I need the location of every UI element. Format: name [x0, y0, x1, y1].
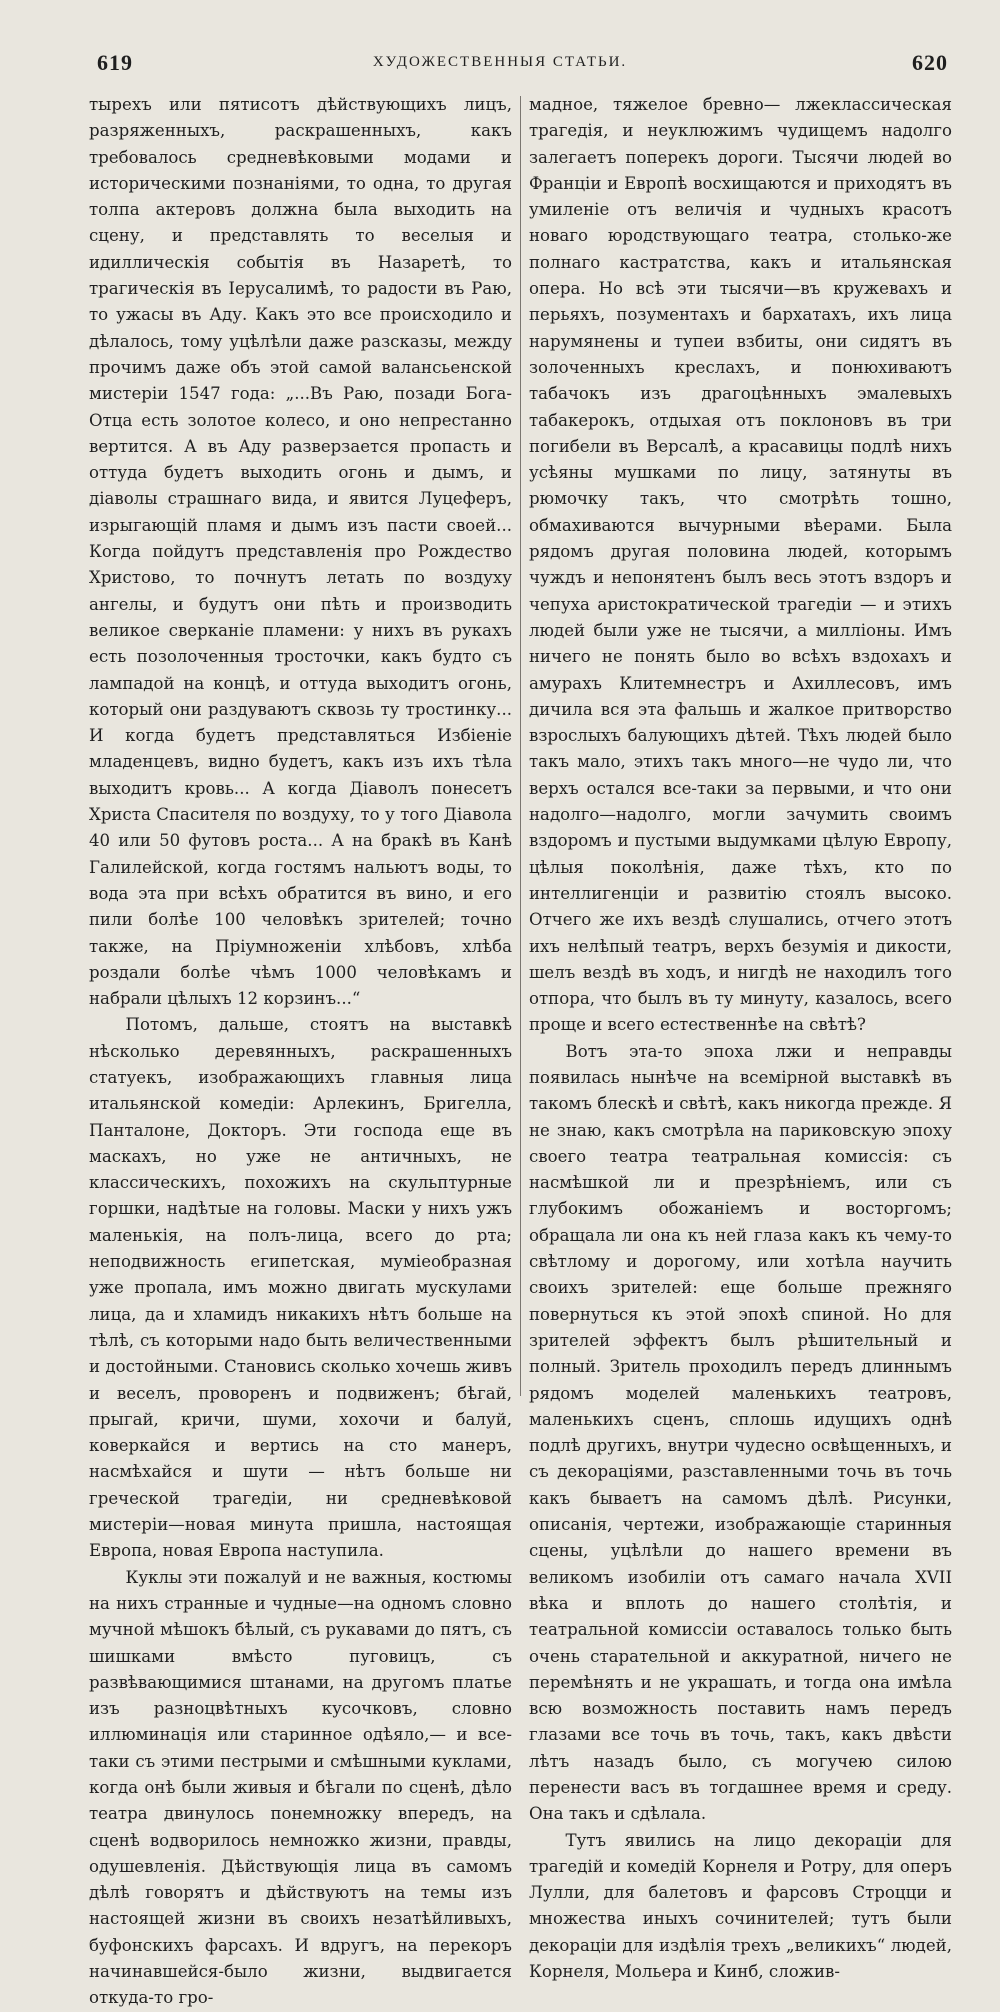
paragraph: Тутъ явились на лицо декораціи для трагедій и комедій Корнеля и Ротру, для оперъ Лулли, для балетовъ и фарсовъ Строцци и множества иныхъ сочинителей; тутъ были декораціи для издѣлія трехъ „великихъ“ людей, Корнеля, Мольера и Кинб, сложив-	[529, 1830, 952, 1982]
page-number-right: 620	[912, 50, 948, 75]
column-divider	[520, 96, 521, 1396]
paragraph: тырехъ или пятисотъ дѣйствующихъ лицъ, разряженныхъ, раскрашенныхъ, какъ требовалось средневѣковыми модами и историческими познаніями, то одна, то другая толпа актеровъ должна была выходить на сцену, и представлять то веселыя и идиллическія событія въ Назаретѣ, то трагическія въ Іерусалимѣ, то радости въ Раю, то ужасы въ Аду. Какъ это все происходило и дѣлалось, тому уцѣлѣли даже разсказы, между прочимъ даже объ этой самой валансьенской мистеріи 1547 года: „...Въ Раю, позади Бога-Отца есть золотое колесо, и оно непрестанно вертится. А въ Аду разверзается пропасть и оттуда будетъ выходить огонь и дымъ, и діаволы страшнаго вида, и явится Луцеферъ, изрыгающій пламя и дымъ изъ пасти своей... Когда пойдутъ представленія про Рождество Христово, то почнутъ летать по воздуху ангелы, и будутъ они пѣть и производить великое сверканіе пламени: у нихъ въ рукахъ есть позолоченныя тросточки, какъ будто съ лампадой на концѣ, и оттуда выходитъ огонь, который они раздуваютъ сквозь ту тростинку... И когда будетъ представляться Избіеніе младенцевъ, видно будетъ, какъ изъ ихъ тѣла выходитъ кровь... А когда Діаволъ понесетъ Христа Спасителя по воздуху, то у того Діавола 40 или 50 футовъ роста... А на бракѣ въ Канѣ Галилейской, когда гостямъ нальютъ воды, то вода эта при всѣхъ обратится въ вино, и его пили болѣе 100 человѣкъ зрителей; точно также, на Пріумноженіи хлѣбовъ, хлѣба роздали болѣе чѣмъ 1000 человѣкамъ и набрали цѣлыхъ 12 корзинъ...“	[89, 95, 512, 1009]
paragraph: мадное, тяжелое бревно— лжеклассическая трагедія, и неуклюжимъ чудищемъ надолго залегаетъ поперекъ дороги. Тысячи людей во Франціи и Европѣ восхищаются и приходятъ въ умиленіе отъ величія и чудныхъ красотъ новаго юродствующаго театра, столько-же полнаго кастратства, какъ и итальянская опера. Но всѣ эти тысячи—въ кружевахъ и перьяхъ, позументахъ и бархатахъ, ихъ лица нарумянены и тупеи взбиты, они сидятъ въ золоченныхъ креслахъ, и понюхиваютъ табачокъ изъ драгоцѣнныхъ эмалевыхъ табакерокъ, отдыхая отъ поклоновъ въ три погибели въ Версалѣ, а красавицы подлѣ нихъ усѣяны мушками по лицу, затянуты въ рюмочку такъ, что смотрѣть тошно, обмахиваются вычурными вѣерами. Была рядомъ другая половина людей, которымъ чуждъ и непонятенъ былъ весь этотъ вздоръ и чепуха аристократической трагедіи — и этихъ людей были уже не тысячи, а милліоны. Имъ ничего не понять было во всѣхъ вздохахъ и амурахъ Клитемнестръ и Ахиллесовъ, имъ дичила вся эта фальшь и жалкое притворство взрослыхъ балующихъ дѣтей. Тѣхъ людей было такъ мало, этихъ такъ много—не чудо ли, что верхъ остался все-таки за первыми, и что они надолго—надолго, могли зачумить своимъ вздоромъ и пустыми выдумками цѣлую Европу, цѣлыя поколѣнія, даже тѣхъ, кто по интеллигенціи и развитію стоялъ высоко. Отчего же ихъ вездѣ слушались, отчего этотъ ихъ нелѣпый театръ, верхъ безумія и дикости, шелъ вездѣ въ ходъ, и нигдѣ не находилъ того отпора, что былъ въ ту минуту, казалось, всего проще и всего естественнѣе на свѣтѣ?	[529, 95, 952, 1035]
page-number-left: 619	[97, 50, 133, 75]
page-header	[0, 0, 1000, 90]
right-column	[529, 92, 952, 1985]
left-column	[89, 92, 512, 2012]
paragraph: Потомъ, дальше, стоятъ на выставкѣ нѣсколько деревянныхъ, раскрашенныхъ статуекъ, изображающихъ главныя лица итальянской комедіи: Арлекинъ, Бригелла, Панталоне, Докторъ. Эти господа еще въ маскахъ, но уже не античныхъ, не классическихъ, похожихъ на скульптурные горшки, надѣтые на головы. Маски у нихъ ужъ маленькія, на полъ-лица, всего до рта; неподвижность египетская, муміеобразная уже пропала, имъ можно двигать мускулами лица, да и хламидъ никакихъ нѣтъ больше на тѣлѣ, съ которыми надо быть величественными и достойными. Становись сколько хочешь живъ и веселъ, проворенъ и подвиженъ; бѣгай, прыгай, кричи, шуми, хохочи и балуй, коверкайся и вертись на сто манеръ, насмѣхайся и шути — нѣтъ больше ни греческой трагедіи, ни средневѣковой мистеріи—новая минута пришла, настоящая Европа, новая Европа наступила.	[89, 1015, 512, 1561]
paragraph: Куклы эти пожалуй и не важныя, костюмы на нихъ странные и чудные—на одномъ словно мучной мѣшокъ бѣлый, съ рукавами до пятъ, съ шишками вмѣсто пуговицъ, съ развѣвающимися штанами, на другомъ платье изъ разноцвѣтныхъ кусочковъ, словно иллюминація или старинное одѣяло,— и все-таки съ этими пестрыми и смѣшными куклами, когда онѣ были живыя и бѣгали по сценѣ, дѣло театра двинулось понемножку впередъ, на сценѣ водворилось немножко жизни, правды, одушевленія. Дѣйствующія лица въ самомъ дѣлѣ говорятъ и дѣйствуютъ на темы изъ настоящей жизни въ своихъ незатѣйливыхъ, буфонскихъ фарсахъ. И вдругъ, на перекоръ начинавшейся-было жизни, выдвигается откуда-то гро-	[89, 1567, 512, 2008]
running-title: ХУДОЖЕСТВЕННЫЯ СТАТЬИ.	[372, 54, 628, 70]
paragraph: Вотъ эта-то эпоха лжи и неправды появилась нынѣче на всемірной выставкѣ въ такомъ блескѣ и свѣтѣ, какъ никогда прежде. Я не знаю, какъ смотрѣла на париковскую эпоху своего театра театральная комиссія: съ насмѣшкой ли и презрѣніемъ, или съ глубокимъ обожаніемъ и восторгомъ; обращала ли она къ ней глаза какъ къ чему-то свѣтлому и дорогому, или хотѣла научить своихъ зрителей: еще больше прежняго повернуться къ этой эпохѣ спиной. Но для зрителей эффектъ былъ рѣшительный и полный. Зритель проходилъ передъ длиннымъ рядомъ моделей маленькихъ театровъ, маленькихъ сценъ, сплошь идущихъ однѣ подлѣ другихъ, внутри чудесно освѣщенныхъ, и съ декораціями, разставленными точь въ точь какъ бываетъ на самомъ дѣлѣ. Рисунки, описанія, чертежи, изображающіе старинныя сцены, уцѣлѣли до нашего времени въ великомъ изобиліи отъ самаго начала XVII вѣка и вплоть до нашего столѣтія, и театральной комиссіи оставалось только быть очень старательной и аккуратной, ничего не перемѣнять и не украшать, и тогда она имѣла всю возможность поставить намъ передъ глазами все точь въ точь, такъ, какъ двѣсти лѣтъ назадъ было, съ могучею силою перенести васъ въ тогдашнее время и среду. Она такъ и сдѣлала.	[529, 1041, 952, 1824]
